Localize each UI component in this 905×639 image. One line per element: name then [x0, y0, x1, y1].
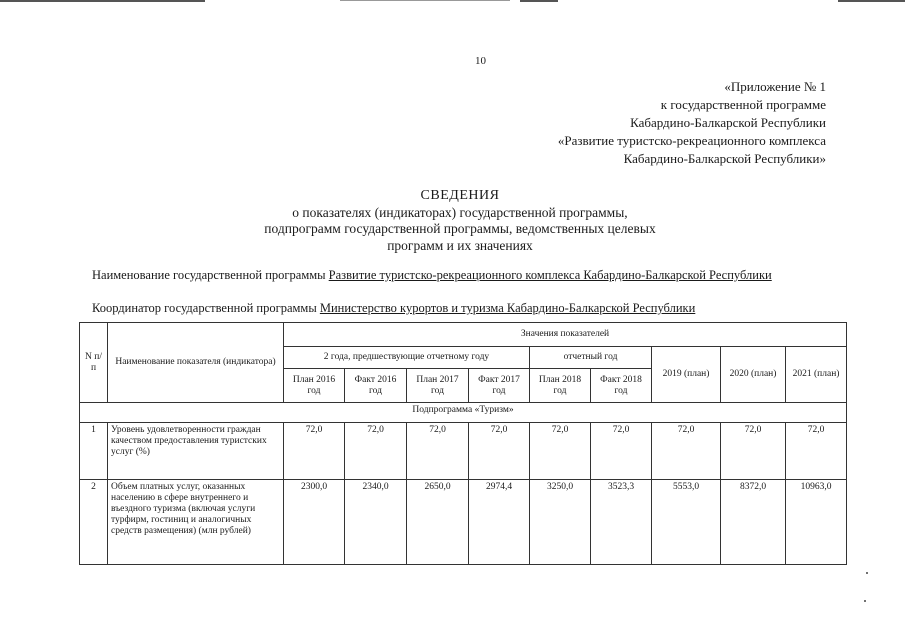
scan-edge-line [520, 0, 558, 2]
col-header-num: N п/п [80, 323, 108, 403]
value-cell: 72,0 [284, 423, 345, 480]
table-row [80, 423, 847, 480]
col-header-plan-2016: План 2016 год [284, 369, 345, 403]
col-header-2020: 2020 (план) [721, 347, 786, 403]
group-header-report-year: отчетный год [530, 347, 652, 369]
value-cell: 72,0 [652, 423, 721, 480]
col-header-plan-2017: План 2017 год [407, 369, 469, 403]
values-header: Значения показателей [284, 323, 847, 347]
col-header-name: Наименование показателя (индикатора) [108, 323, 284, 403]
scan-edge-line [0, 0, 205, 2]
value-cell: 72,0 [591, 423, 652, 480]
value-cell: 2974,4 [469, 480, 530, 565]
scan-speck [864, 600, 866, 602]
col-header-fact-2018: Факт 2018 год [591, 369, 652, 403]
program-name-line [92, 268, 772, 283]
program-value: Развитие туристско-рекреационного комплекса Кабардино-Балкарской Республики [328, 268, 772, 282]
coordinator-label: Координатор государственной программы [92, 301, 317, 315]
coordinator-line [92, 301, 695, 316]
table-row [80, 480, 847, 565]
value-cell: 2650,0 [407, 480, 469, 565]
subprogram-row: Подпрограмма «Туризм» [80, 403, 847, 423]
program-label: Наименование государственной программы [92, 268, 326, 282]
indicators-table [79, 322, 847, 565]
appendix-line: «Развитие туристско-рекреационного комплекса [557, 133, 826, 148]
value-cell: 8372,0 [721, 480, 786, 565]
indicator-name: Уровень удовлетворенности граждан качеством предоставления туристских услуг (%) [108, 423, 284, 480]
col-header-fact-2016: Факт 2016 год [345, 369, 407, 403]
row-number: 1 [80, 423, 108, 480]
value-cell: 5553,0 [652, 480, 721, 565]
document-heading [180, 188, 740, 254]
value-cell: 3523,3 [591, 480, 652, 565]
heading-title: СВЕДЕНИЯ [420, 188, 500, 203]
page-number: 10 [475, 55, 486, 67]
scan-edge-line [340, 0, 510, 1]
value-cell: 2340,0 [345, 480, 407, 565]
col-header-2019: 2019 (план) [652, 347, 721, 403]
heading-line: программ и их значениях [387, 237, 533, 253]
appendix-block [558, 78, 826, 168]
row-number: 2 [80, 480, 108, 565]
appendix-line: Кабардино-Балкарской Республики [630, 115, 826, 130]
col-header-2021: 2021 (план) [786, 347, 847, 403]
value-cell: 2300,0 [284, 480, 345, 565]
value-cell: 72,0 [469, 423, 530, 480]
value-cell: 3250,0 [530, 480, 591, 565]
value-cell: 72,0 [345, 423, 407, 480]
value-cell: 10963,0 [786, 480, 847, 565]
group-header-prev-years: 2 года, предшествующие отчетному году [284, 347, 530, 369]
value-cell: 72,0 [721, 423, 786, 480]
value-cell: 72,0 [786, 423, 847, 480]
scan-edge-line [838, 0, 905, 2]
value-cell: 72,0 [530, 423, 591, 480]
heading-line: о показателях (индикаторах) государственной программы, [292, 204, 628, 220]
appendix-line: Кабардино-Балкарской Республики» [623, 151, 826, 166]
appendix-line: к государственной программе [660, 97, 826, 112]
col-header-fact-2017: Факт 2017 год [469, 369, 530, 403]
heading-line: подпрограмм государственной программы, ведомственных целевых [264, 221, 656, 236]
indicator-name: Объем платных услуг, оказанных населению в сфере внутреннего и въездного туризма (включая услуги турфирм, гостиниц и аналогичных средств размещения) (млн рублей) [108, 480, 284, 565]
scan-speck [866, 572, 868, 574]
col-header-plan-2018: План 2018 год [530, 369, 591, 403]
appendix-line: «Приложение № 1 [724, 79, 826, 94]
value-cell: 72,0 [407, 423, 469, 480]
coordinator-value: Министерство курортов и туризма Кабардино-Балкарской Республики [319, 301, 696, 315]
